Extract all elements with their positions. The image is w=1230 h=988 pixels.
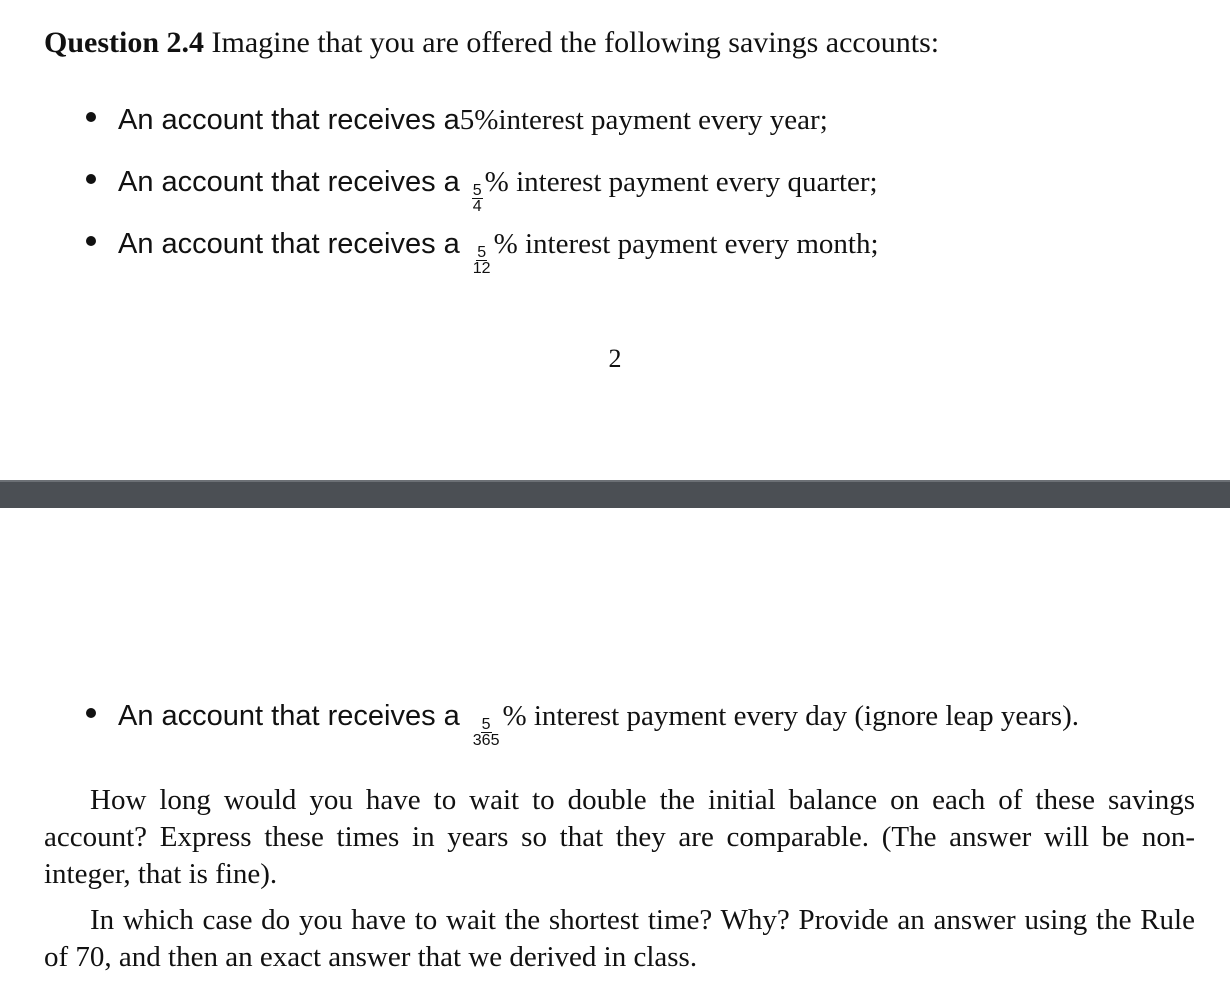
bullet-annual	[86, 104, 828, 137]
bullet-prefix: An account that receives a	[118, 700, 460, 732]
fraction-five-twelfths	[472, 245, 492, 276]
document-page-top	[0, 0, 1230, 480]
question-heading	[44, 26, 939, 60]
page-separator	[0, 480, 1230, 508]
bullet-dot	[86, 174, 96, 184]
fraction-numerator: 5	[477, 244, 487, 261]
bullet-suffix: interest payment every year;	[498, 104, 828, 136]
fraction-numerator: 5	[481, 716, 491, 733]
bullet-rate: 5%	[459, 104, 499, 136]
question-label: Question 2.4	[44, 26, 205, 59]
bullet-prefix: An account that receives a	[118, 104, 460, 136]
bullet-suffix: % interest payment every day (ignore leap years).	[502, 700, 1079, 732]
document-page-bottom	[0, 508, 1230, 988]
question-intro: Imagine that you are offered the following savings accounts:	[211, 26, 940, 59]
bullet-prefix: An account that receives a	[118, 166, 460, 198]
bullet-dot	[86, 708, 96, 718]
fraction-denominator: 4	[472, 198, 482, 215]
page-number: 2	[608, 344, 622, 373]
bullet-suffix: % interest payment every quarter;	[484, 166, 878, 198]
bullet-suffix: % interest payment every month;	[493, 228, 879, 260]
bullet-monthly	[86, 228, 879, 277]
bullet-prefix: An account that receives a	[118, 228, 460, 260]
question-paragraph-1: How long would you have to wait to double the initial balance on each of these savings account? Express these times in years so that they are comparable. (The answer will be non-integer, that is fine).	[44, 784, 1195, 890]
fraction-denominator: 12	[472, 260, 491, 277]
fraction-numerator: 5	[472, 182, 482, 199]
bullet-dot	[86, 236, 96, 246]
fraction-five-quarters	[472, 183, 483, 214]
bullet-daily	[86, 700, 1079, 749]
bullet-quarterly	[86, 166, 878, 215]
bullet-dot	[86, 112, 96, 122]
fraction-denominator: 365	[472, 732, 500, 749]
fraction-five-over-365	[472, 717, 501, 748]
question-paragraph-2: In which case do you have to wait the shortest time? Why? Provide an answer using the Rule of 70, and then an exact answer that we derived in class.	[44, 904, 1195, 973]
